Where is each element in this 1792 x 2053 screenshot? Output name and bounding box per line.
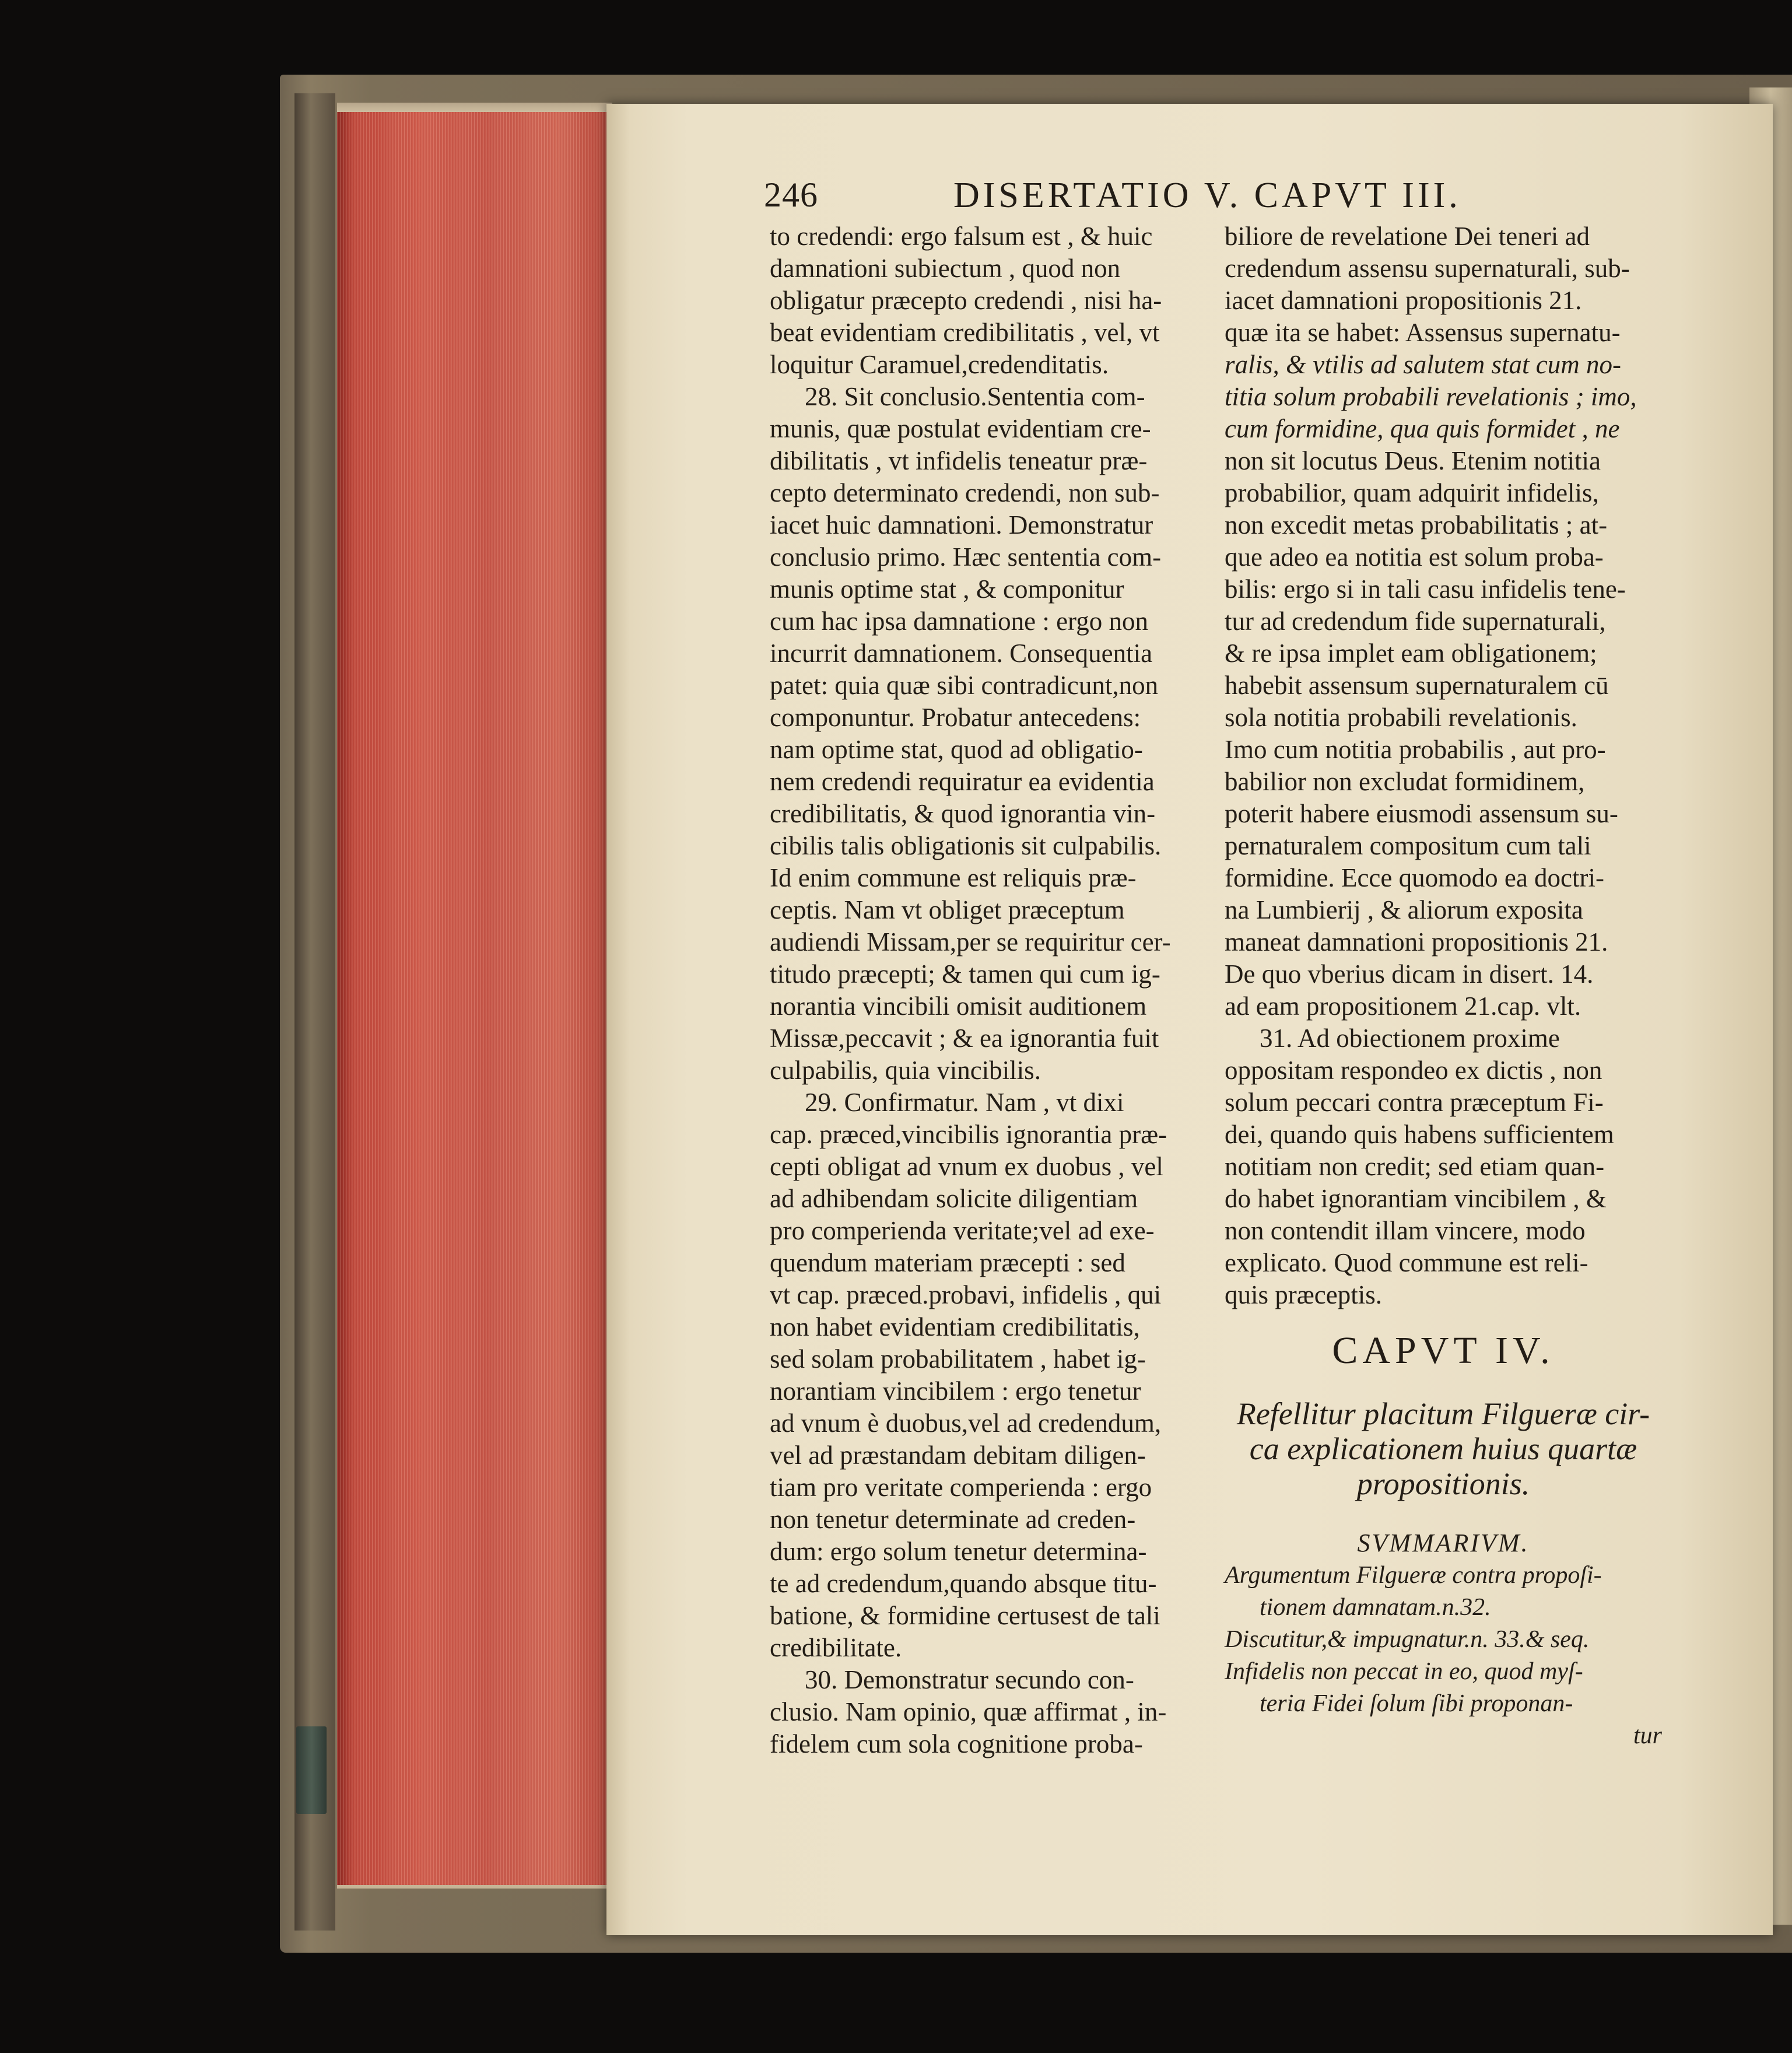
text-line: iacet huic damnationi. Demonstratur <box>770 510 1153 539</box>
red-page-edges <box>337 112 612 1889</box>
text-line: quis præceptis. <box>1225 1280 1382 1309</box>
text-line: dibilitatis , vt infidelis teneatur præ- <box>770 446 1148 475</box>
text-line: biliore de revelatione Dei teneri ad <box>1225 222 1590 251</box>
text-line: que adeo ea notitia est solum proba- <box>1225 542 1604 572</box>
text-line: incurrit damnationem. Consequentia <box>770 639 1153 668</box>
catchword: tur <box>1633 1722 1662 1749</box>
text-line: non sit locutus Deus. Etenim notitia <box>1225 446 1601 475</box>
text-line: munis, quæ postulat evidentiam cre- <box>770 414 1151 443</box>
chapter-title: CAPVT IV. <box>1332 1329 1555 1372</box>
text-line: iacet damnationi propositionis 21. <box>1225 286 1582 315</box>
text-line: explicato. Quod commune est reli- <box>1225 1248 1588 1277</box>
text-line: poterit habere eiusmodi assensum su- <box>1225 799 1618 828</box>
text-line: obligatur præcepto credendi , nisi ha- <box>770 286 1162 315</box>
text-line: cap. præced,vincibilis ignorantia præ- <box>770 1120 1167 1149</box>
text-line: pro comperienda veritate;vel ad exe- <box>770 1216 1155 1245</box>
summary-line: Discutitur,& impugnatur.n. 33.& seq. <box>1225 1626 1590 1653</box>
text-line: & re ipsa implet eam obligationem; <box>1225 639 1597 668</box>
text-line: probabilior, quam adquirit infidelis, <box>1225 478 1599 507</box>
text-line: Id enim commune est reliquis præ- <box>770 863 1137 892</box>
text-line: beat evidentiam credibilitatis , vel, vt <box>770 318 1160 347</box>
text-line: vt cap. præced.probavi, infidelis , qui <box>770 1280 1162 1309</box>
book-spine <box>294 93 335 1931</box>
text-line: Imo cum notitia probabilis , aut pro- <box>1225 735 1606 764</box>
text-line: componuntur. Probatur antecedens: <box>770 703 1141 732</box>
text-line: clusio. Nam opinio, quæ affirmat , in- <box>770 1697 1167 1726</box>
text-line: damnationi subiectum , quod non <box>770 254 1121 283</box>
text-line: bilis: ergo si in tali casu infidelis tene- <box>1225 574 1626 604</box>
text-line: notitiam non credit; sed etiam quan- <box>1225 1152 1605 1181</box>
text-line: 28. Sit conclusio.Sententia com- <box>805 382 1145 411</box>
text-line: 31. Ad obiectionem proxime <box>1260 1024 1560 1053</box>
summary-line: teria Fidei ſolum ſibi proponan- <box>1260 1690 1573 1717</box>
text-line: credibilitatis, & quod ignorantia vin- <box>770 799 1156 828</box>
text-line: De quo vberius dicam in disert. 14. <box>1225 959 1594 989</box>
text-line: ad vnum è duobus,vel ad credendum, <box>770 1409 1162 1438</box>
subtitle-line: ca explicationem huius quartæ <box>1249 1431 1637 1466</box>
text-line: quæ ita se habet: Assensus supernatu- <box>1225 318 1621 347</box>
text-line: solum peccari contra præceptum Fi- <box>1225 1088 1604 1117</box>
text-line: nem credendi requiratur ea evidentia <box>770 767 1155 796</box>
bookmark-ribbon <box>296 1726 327 1814</box>
text-line: 29. Confirmatur. Nam , vt dixi <box>805 1088 1124 1117</box>
text-line: Missæ,peccavit ; & ea ignorantia fuit <box>770 1024 1159 1053</box>
text-line: ceptis. Nam vt obliget præceptum <box>770 895 1125 924</box>
text-line: culpabilis, quia vincibilis. <box>770 1056 1041 1085</box>
left-column <box>770 220 1213 1760</box>
summary-line: Argumentum Filgueræ contra propoſi- <box>1225 1562 1602 1589</box>
summary-line: Infidelis non peccat in eo, quod myſ- <box>1225 1658 1583 1685</box>
text-line: conclusio primo. Hæc sententia com- <box>770 542 1162 572</box>
text-line: non excedit metas probabilitatis ; at- <box>1225 510 1608 539</box>
text-line: ralis, & vtilis ad salutem stat cum no- <box>1225 350 1621 379</box>
summary-line: tionem damnatam.n.32. <box>1260 1594 1491 1621</box>
text-line: batione, & formidine certusest de tali <box>770 1601 1160 1630</box>
text-line: oppositam respondeo ex dictis , non <box>1225 1056 1602 1085</box>
text-line: titudo præcepti; & tamen qui cum ig- <box>770 959 1160 989</box>
text-line: cepto determinato credendi, non sub- <box>770 478 1160 507</box>
running-head: DISERTATIO V. CAPVT III. <box>953 176 1461 215</box>
text-line: quendum materiam præcepti : sed <box>770 1248 1125 1277</box>
text-line: non tenetur determinate ad creden- <box>770 1505 1136 1534</box>
right-column <box>1225 220 1662 1752</box>
page-number: 246 <box>764 176 818 214</box>
text-line: sed solam probabilitatem , habet ig- <box>770 1344 1146 1374</box>
text-line: na Lumbierij , & aliorum exposita <box>1225 895 1583 924</box>
text-line: loquitur Caramuel,credenditatis. <box>770 350 1109 379</box>
text-line: credendum assensu supernaturali, sub- <box>1225 254 1630 283</box>
subtitle-line: propositionis. <box>1356 1466 1530 1501</box>
page-header <box>764 175 1656 222</box>
text-line: audiendi Missam,per se requiritur cer- <box>770 927 1171 957</box>
text-line: vel ad præstandam debitam diligen- <box>770 1441 1146 1470</box>
text-line: to credendi: ergo falsum est , & huic <box>770 222 1153 251</box>
text-line: formidine. Ecce quomodo ea doctri- <box>1225 863 1605 892</box>
text-line: munis optime stat , & componitur <box>770 574 1124 604</box>
text-line: non habet evidentiam credibilitatis, <box>770 1312 1140 1341</box>
subtitle-line: Refellitur placitum Filgueræ cir- <box>1236 1396 1650 1431</box>
chapter-subtitle <box>1225 1396 1662 1501</box>
text-line: nam optime stat, quod ad obligatio- <box>770 735 1143 764</box>
text-line: 30. Demonstratur secundo con- <box>805 1665 1134 1694</box>
text-line: credibilitate. <box>770 1633 902 1662</box>
text-line: cibilis talis obligationis sit culpabilis. <box>770 831 1162 860</box>
text-line: ad adhibendam solicite diligentiam <box>770 1184 1138 1213</box>
text-line: te ad credendum,quando absque titu- <box>770 1569 1157 1598</box>
text-line: habebit assensum supernaturalem cū <box>1225 671 1609 700</box>
text-line: non contendit illam vincere, modo <box>1225 1216 1586 1245</box>
text-line: sola notitia probabili revelationis. <box>1225 703 1577 732</box>
text-line: fidelem cum sola cognitione proba- <box>770 1729 1143 1758</box>
text-line: patet: quia quæ sibi contradicunt,non <box>770 671 1159 700</box>
text-line: ad eam propositionem 21.cap. vlt. <box>1225 992 1581 1021</box>
text-line: cum formidine, qua quis formidet , ne <box>1225 414 1620 443</box>
text-line: cepti obligat ad vnum ex duobus , vel <box>770 1152 1163 1181</box>
text-line: dei, quando quis habens sufficientem <box>1225 1120 1614 1149</box>
text-line: babilior non excludat formidinem, <box>1225 767 1585 796</box>
text-line: cum hac ipsa damnatione : ergo non <box>770 607 1148 636</box>
text-line: tur ad credendum fide supernaturali, <box>1225 607 1606 636</box>
text-line: dum: ergo solum tenetur determina- <box>770 1537 1147 1566</box>
text-line: titia solum probabili revelationis ; imo, <box>1225 382 1637 411</box>
summary-heading: SVMMARIVM. <box>1357 1529 1530 1557</box>
text-line: pernaturalem compositum cum tali <box>1225 831 1591 860</box>
text-line: do habet ignorantiam vincibilem , & <box>1225 1184 1607 1213</box>
text-line: norantiam vincibilem : ergo tenetur <box>770 1376 1141 1406</box>
text-line: maneat damnationi propositionis 21. <box>1225 927 1608 957</box>
text-line: norantia vincibili omisit auditionem <box>770 992 1147 1021</box>
text-line: tiam pro veritate comperienda : ergo <box>770 1473 1152 1502</box>
